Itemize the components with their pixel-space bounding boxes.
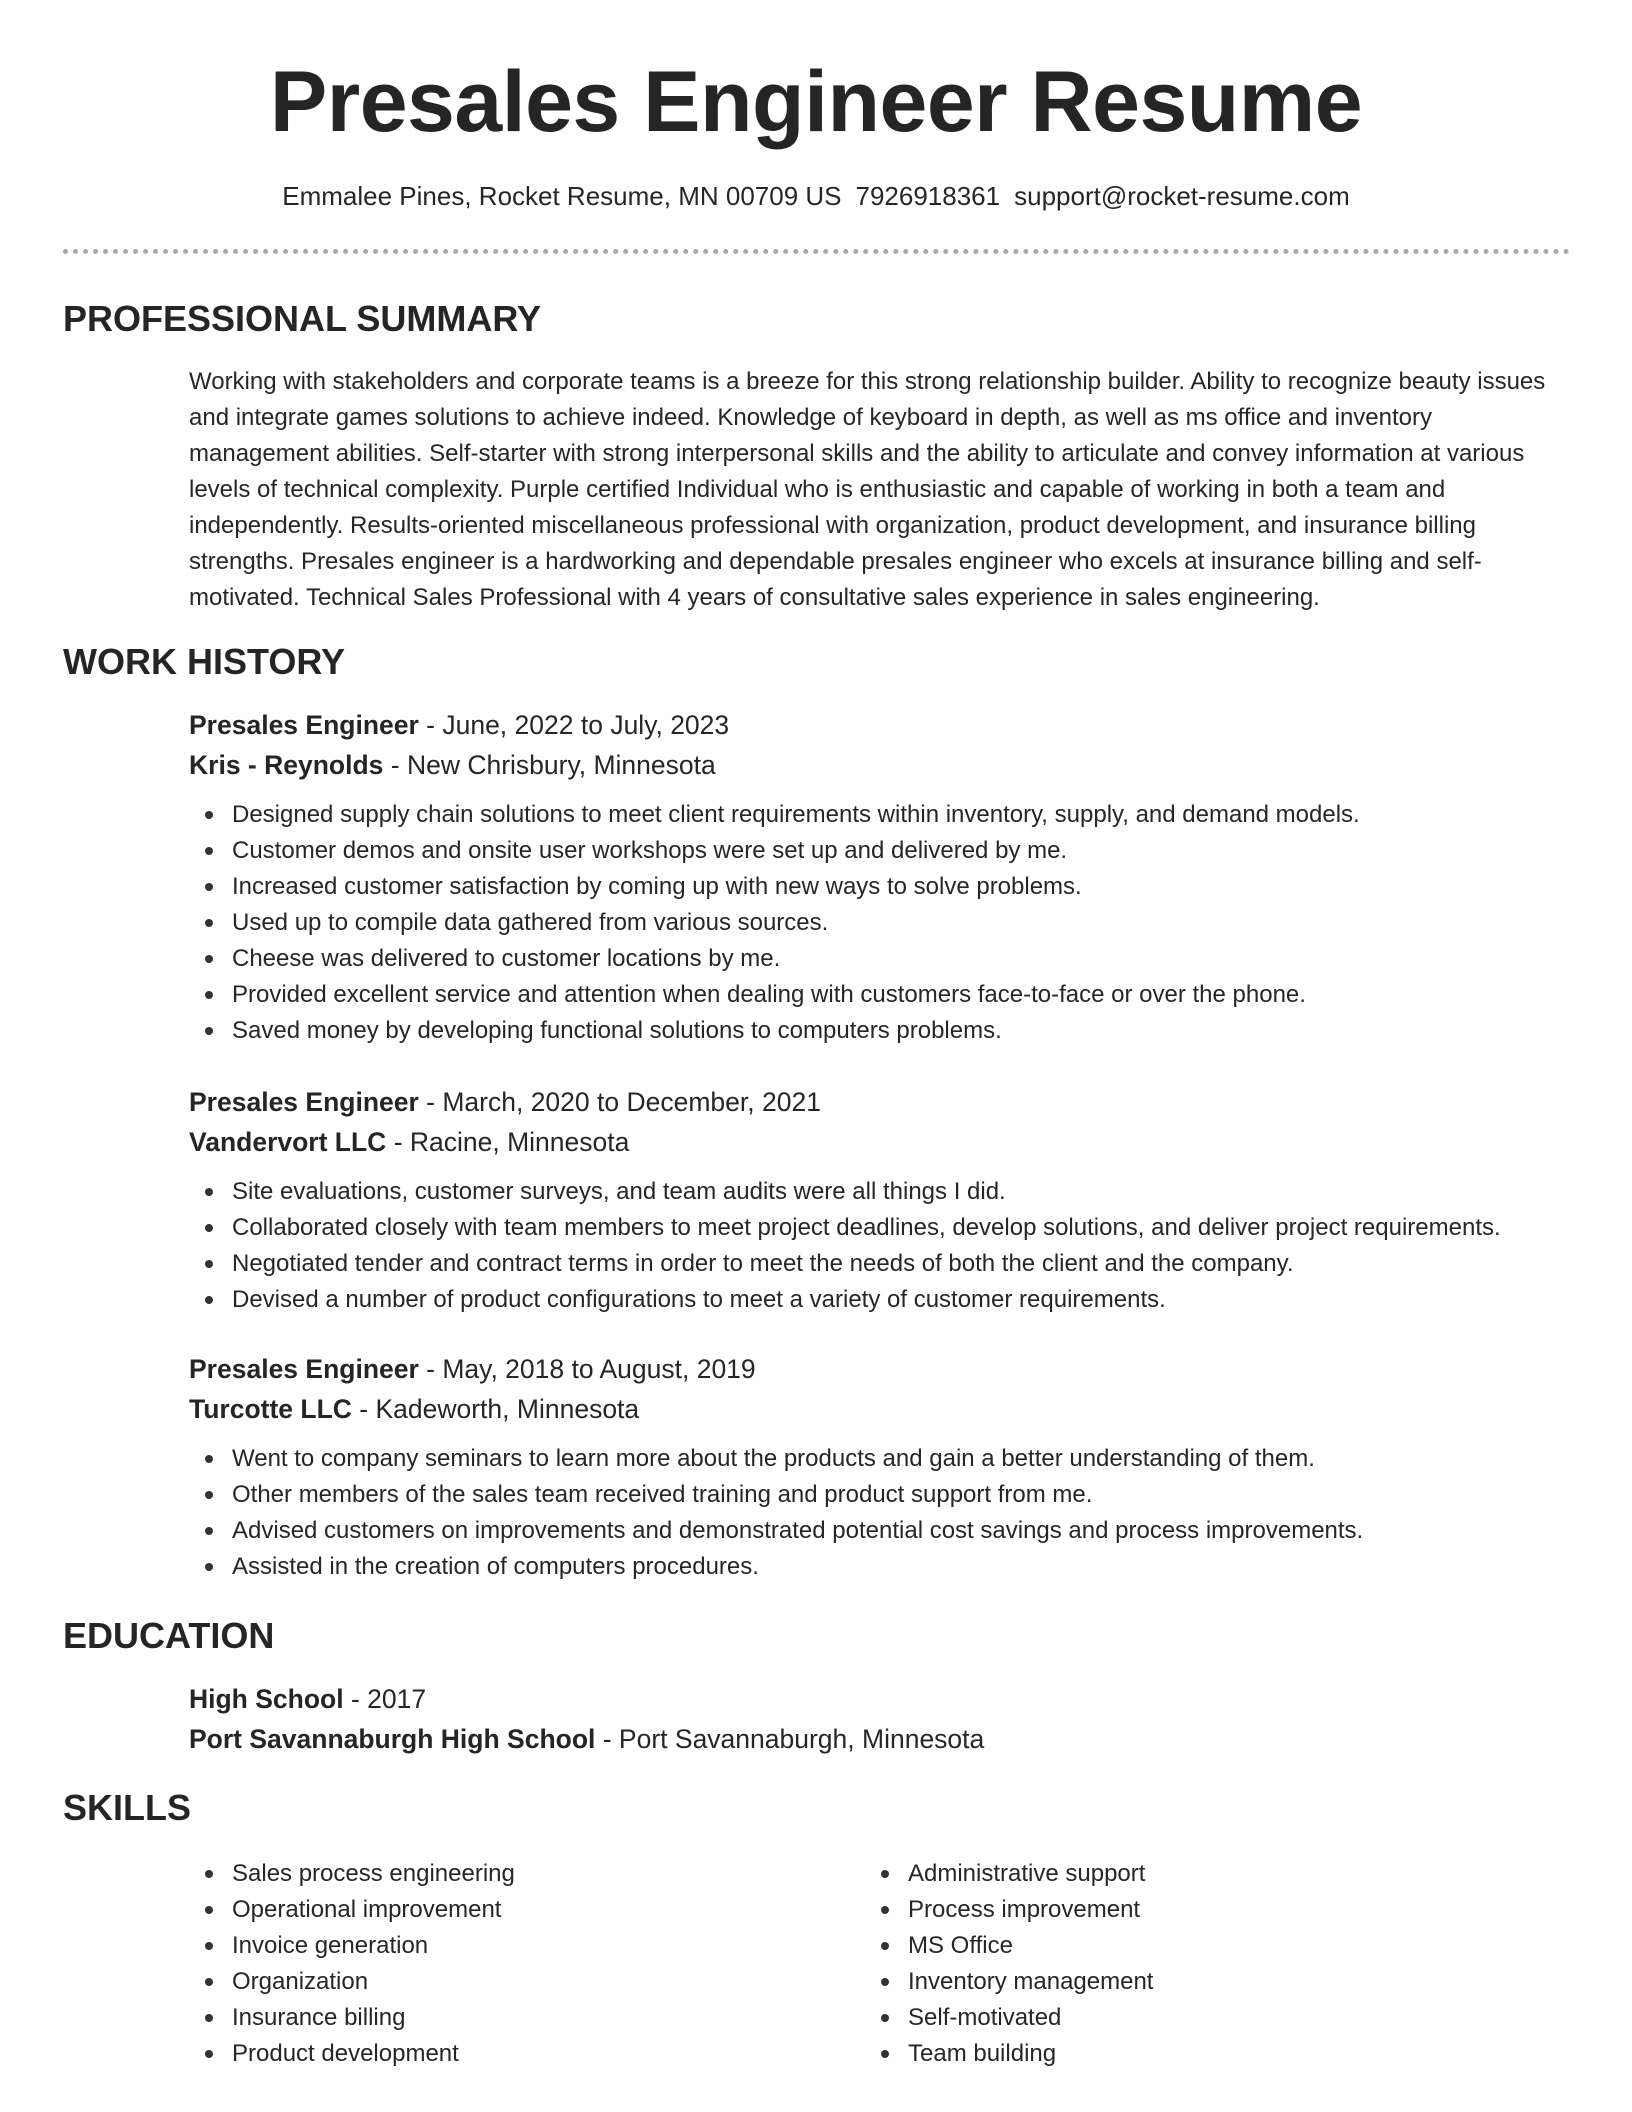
job-title-line [189,1082,1589,1122]
section-title-summary: PROFESSIONAL SUMMARY [63,298,542,339]
job-bullet [189,1549,1589,1585]
job-title: Presales Engineer [189,1354,419,1384]
job-bullets [189,1174,1589,1318]
summary-text: Working with stakeholders and corporate teams is a breeze for this strong relationship builder. Ability to recognize beauty issues and integrate games solutions to achieve indeed. Knowledge of keyboard in depth, as well as ms office and inventory management abilities. Self-starter with strong interpersonal skills and the ability to articulate and convey information at various levels of technical complexity. Purple certified Individual who is enthusiastic and capable of working in both a team and independently. Results-oriented miscellaneous professional with organization, product development, and insurance billing strengths. Presales engineer is a hardworking and dependable presales engineer who excels at insurance billing and self-motivated. Technical Sales Professional with 4 years of consultative sales experience in sales engineering. [189,368,1546,611]
bullet-icon [205,1224,213,1232]
bullet-icon [881,1942,889,1950]
section-title-education: EDUCATION [63,1615,275,1656]
job-bullet [189,977,1589,1013]
education-location: - Port Savannaburgh, Minnesota [595,1724,985,1754]
bullet-icon [205,2014,213,2022]
job-company-line [189,1389,1589,1429]
job-company: Kris - Reynolds [189,750,384,780]
job-title-line [189,1349,1589,1389]
job-bullet [189,1210,1589,1246]
job-bullet [189,905,1589,941]
education-entry [189,1679,1589,1759]
skill-text: MS Office [908,1932,1013,1959]
bullet-icon [881,2014,889,2022]
skill-item [865,1892,1465,1928]
job-bullet-text: Devised a number of product configurations to meet a variety of customer requirements. [232,1286,1166,1313]
job-bullet [189,1174,1589,1210]
bullet-icon [205,1296,213,1304]
job-bullet [189,869,1589,905]
skill-text: Team building [908,2040,1057,2067]
job-bullet [189,941,1589,977]
skill-item [865,1856,1465,1892]
skill-text: Insurance billing [232,2004,406,2031]
job-bullet-text: Provided excellent service and attention when dealing with customers face-to-face or over the phone. [232,981,1306,1008]
job-bullet [189,1477,1589,1513]
skills-list-right [865,1856,1465,2072]
job-company: Turcotte LLC [189,1394,352,1424]
education-degree: High School [189,1684,344,1714]
job-entry [189,1349,1589,1585]
skill-text: Administrative support [908,1860,1146,1887]
skill-item [865,1928,1465,1964]
resume-title: Presales Engineer Resume [269,54,1363,150]
skill-text: Sales process engineering [232,1860,515,1887]
section-title-work-history: WORK HISTORY [63,641,346,682]
header-divider [63,249,1570,254]
bullet-icon [205,919,213,927]
contact-phone: 7926918361 [855,181,1001,211]
skill-item [865,1964,1465,2000]
skill-text: Inventory management [908,1968,1154,1995]
skill-item [865,2036,1465,2072]
job-bullet-text: Site evaluations, customer surveys, and team audits were all things I did. [232,1178,1006,1205]
job-company-line [189,745,1589,785]
job-location: - Racine, Minnesota [386,1127,630,1157]
job-bullet-text: Designed supply chain solutions to meet client requirements within inventory, supply, and demand models. [232,801,1360,828]
job-bullet-text: Assisted in the creation of computers procedures. [232,1553,759,1580]
skill-item [189,1856,789,1892]
skill-item [189,1928,789,1964]
skill-text: Process improvement [908,1896,1141,1923]
job-dates: - June, 2022 to July, 2023 [418,710,730,740]
bullet-icon [205,847,213,855]
job-dates: - March, 2020 to December, 2021 [418,1087,821,1117]
education-year: - 2017 [343,1684,427,1714]
job-title: Presales Engineer [189,710,419,740]
bullet-icon [881,1906,889,1914]
job-title-line [189,705,1589,745]
bullet-icon [205,811,213,819]
job-bullet-text: Used up to compile data gathered from various sources. [232,909,829,936]
bullet-icon [205,1870,213,1878]
skill-item [189,2000,789,2036]
job-title: Presales Engineer [189,1087,419,1117]
job-bullets [189,797,1589,1049]
bullet-icon [881,1978,889,1986]
skill-item [189,2036,789,2072]
bullet-icon [205,1027,213,1035]
bullet-icon [881,1870,889,1878]
job-bullet [189,1441,1589,1477]
education-school: Port Savannaburgh High School [189,1724,596,1754]
contact-email: support@rocket-resume.com [1014,181,1350,211]
job-location: - Kadeworth, Minnesota [351,1394,640,1424]
job-entry [189,705,1589,1049]
bullet-icon [205,1455,213,1463]
job-bullet-text: Negotiated tender and contract terms in order to meet the needs of both the client and the company. [232,1250,1294,1277]
job-bullet-text: Cheese was delivered to customer locations by me. [232,945,781,972]
bullet-icon [205,1563,213,1571]
skill-item [189,1964,789,2000]
job-location: - New Chrisbury, Minnesota [383,750,716,780]
job-bullet-text: Saved money by developing functional solutions to computers problems. [232,1017,1002,1044]
job-bullet-text: Collaborated closely with team members to meet project deadlines, develop solutions, and deliver project requirements. [232,1214,1501,1241]
job-bullet-text: Went to company seminars to learn more about the products and gain a better understanding of them. [232,1445,1315,1472]
bullet-icon [205,991,213,999]
bullet-icon [205,1491,213,1499]
job-bullet [189,833,1589,869]
skill-text: Operational improvement [232,1896,502,1923]
job-company-line [189,1122,1589,1162]
job-bullets [189,1441,1589,1585]
skills-list-left [189,1856,789,2072]
bullet-icon [205,955,213,963]
job-bullet [189,1013,1589,1049]
job-bullet-text: Customer demos and onsite user workshops were set up and delivered by me. [232,837,1068,864]
education-degree-line [189,1679,1589,1719]
job-bullet [189,1282,1589,1318]
section-title-skills: SKILLS [63,1787,192,1828]
contact-line [0,178,1632,214]
bullet-icon [205,883,213,891]
skill-text: Organization [232,1968,369,1995]
bullet-icon [205,1527,213,1535]
skill-text: Invoice generation [232,1932,429,1959]
contact-address: Emmalee Pines, Rocket Resume, MN 00709 US [282,181,842,211]
skill-text: Product development [232,2040,459,2067]
job-entry [189,1082,1589,1318]
job-dates: - May, 2018 to August, 2019 [418,1354,756,1384]
job-bullet-text: Increased customer satisfaction by coming up with new ways to solve problems. [232,873,1082,900]
bullet-icon [205,1260,213,1268]
education-school-line [189,1719,1589,1759]
job-bullet [189,1513,1589,1549]
bullet-icon [205,1906,213,1914]
bullet-icon [205,2050,213,2058]
bullet-icon [205,1188,213,1196]
bullet-icon [205,1942,213,1950]
bullet-icon [205,1978,213,1986]
skill-item [189,1892,789,1928]
bullet-icon [881,2050,889,2058]
job-bullet [189,1246,1589,1282]
job-bullet-text: Advised customers on improvements and demonstrated potential cost savings and process improvements. [232,1517,1364,1544]
job-company: Vandervort LLC [189,1127,387,1157]
skill-text: Self-motivated [908,2004,1062,2031]
job-bullet-text: Other members of the sales team received training and product support from me. [232,1481,1093,1508]
job-bullet [189,797,1589,833]
skill-item [865,2000,1465,2036]
